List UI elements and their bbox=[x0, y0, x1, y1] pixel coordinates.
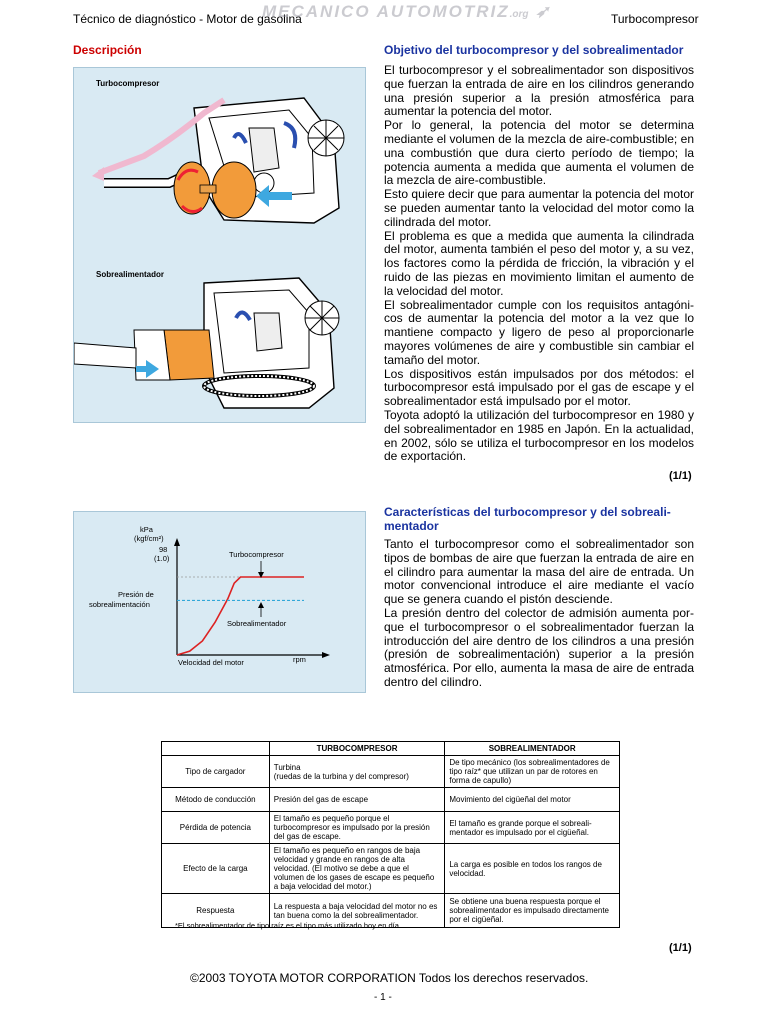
turbo-series-label: Turbocompresor bbox=[229, 550, 284, 559]
table-cell-turbo: Turbina (ruedas de la turbina y del compresor) bbox=[269, 756, 445, 788]
turbo-series-line bbox=[177, 577, 304, 655]
boost-pressure-chart bbox=[74, 512, 365, 692]
table-header-cell: SOBREALIMENTADOR bbox=[445, 742, 620, 756]
engine-figure-panel bbox=[73, 67, 366, 423]
section2-paragraph: Tanto el turbocompresor como el sobrealimentador son tipos de bombas de aire que fuerzan la entrada de aire en el cilindro para aumentar la masa del aire de entrada. Un motor convencional introduce el aire mediante el vacío que se genera cuando el pistón desciende. bbox=[384, 537, 694, 607]
y-tick-label: 98 bbox=[159, 545, 168, 554]
section1-paragraph: Esto quiere decir que para aumentar la potencia del motor se pueden aumentar tanto la velocidad del motor como la cilindrada del motor. bbox=[384, 187, 694, 229]
table-cell-super: Movimiento del cigüeñal del motor bbox=[445, 788, 620, 812]
section2-title-line1: Características del turbocompresor y del sobreali- bbox=[384, 505, 671, 519]
table-row bbox=[162, 812, 620, 844]
table-row-label: Efecto de la carga bbox=[162, 844, 270, 894]
section1-paragraph: Los dispositivos están impulsados por dos métodos: el turbocompresor está impulsado por el gas de escape y el sobrealimentador está impulsado por el motor. bbox=[384, 366, 694, 409]
table-row bbox=[162, 756, 620, 788]
section2-title bbox=[384, 505, 704, 533]
section1-paragraph: El turbocompresor y el sobrealimentador son dispositivos que fuerzan la entrada de aire en los cilindros generando una presión superior a la presión atmosférica para aumentar la potencia del motor. bbox=[384, 63, 694, 119]
cursor-icon: ➶ bbox=[535, 2, 552, 21]
comparison-table bbox=[161, 741, 620, 928]
section2-body bbox=[384, 538, 694, 690]
x-unit-label: rpm bbox=[293, 655, 306, 664]
section1-paragraph: Por lo general, la potencia del motor se determina mediante el volumen de la mezcla de aire-combustible; en una combustión que dura cierto período de tiempo; la potencia aumenta a medida que aumenta el volumen de la mezcla de aire-combustible. bbox=[384, 118, 694, 188]
y-axis-label-2: sobrealimentación bbox=[89, 600, 150, 609]
section1-page-ref: (1/1) bbox=[669, 470, 692, 482]
super-label-arrowhead bbox=[258, 602, 264, 608]
table-row-label: Tipo de cargador bbox=[162, 756, 270, 788]
y-axis-label-1: Presión de bbox=[118, 590, 154, 599]
x-axis-label: Velocidad del motor bbox=[178, 658, 244, 667]
table-cell-turbo: El tamaño es pequeño en rangos de baja velocidad y grande en rangos de alta velocidad. (El motivo se debe a que el volumen de los gases de escape es pequeño a baja velocidad del motor.) bbox=[269, 844, 445, 894]
y-unit-label: kPa bbox=[140, 525, 153, 534]
y-axis-arrow bbox=[174, 538, 180, 546]
section1-paragraph: Toyota adoptó la utilización del turbocompresor en 1980 y del sobrealimentador en 1985 en Japón. En la actualidad, en 2002, sólo se utiliza el turbocompresor en los modelos de exportación. bbox=[384, 407, 694, 464]
y-tick-label-2: (1.0) bbox=[154, 554, 170, 563]
table-cell-turbo: La respuesta a baja velocidad del motor no es tan buena como la del sobrealimentador. bbox=[269, 894, 445, 928]
table-header-row bbox=[162, 742, 620, 756]
turbocharger-engine-illustration bbox=[74, 68, 365, 422]
section1-title: Objetivo del turbocompresor y del sobrealimentador bbox=[384, 43, 684, 57]
table-footnote: *El sobrealimentador de tipo raíz es el tipo más utilizado hoy en día. bbox=[175, 921, 401, 930]
table-row bbox=[162, 844, 620, 894]
table-row-label: Método de conducción bbox=[162, 788, 270, 812]
table-cell-super: La carga es posible en todos los rangos de velocidad. bbox=[445, 844, 620, 894]
table-header-cell bbox=[162, 742, 270, 756]
supercharger-figure-label: Sobrealimentador bbox=[96, 270, 165, 279]
table-cell-turbo: El tamaño es pequeño porque el turbocompresor es impulsado por la presión del gas de escape. bbox=[269, 812, 445, 844]
turbo-figure-label: Turbocompresor bbox=[96, 79, 160, 88]
table-cell-turbo: Presión del gas de escape bbox=[269, 788, 445, 812]
page-number: - 1 - bbox=[374, 992, 392, 1003]
section1-body bbox=[384, 64, 694, 464]
section2-title-line2: mentador bbox=[384, 519, 439, 533]
watermark: MECANICO AUTOMOTRIZ.org ➶ bbox=[262, 2, 552, 21]
supercharger-series-label: Sobrealimentador bbox=[227, 619, 287, 628]
boost-chart-panel bbox=[73, 511, 366, 693]
table-row-label: Respuesta bbox=[162, 894, 270, 928]
table-page-ref: (1/1) bbox=[669, 942, 692, 954]
table-cell-super: De tipo mecánico (los sobrealimentadores de tipo raíz* que utilizan un par de rotores en forma de capullo) bbox=[445, 756, 620, 788]
section1-paragraph: El sobrealimentador cumple con los requisitos antagóni-cos de aumentar la potencia del motor a la vez que lo mantiene compacto y ligero de peso al proporcionarle mayores volúmenes de aire y combustible sin cambiar el tamaño del motor. bbox=[384, 297, 694, 367]
header-section: Turbocompresor bbox=[611, 12, 699, 26]
table-header-cell: TURBOCOMPRESOR bbox=[269, 742, 445, 756]
header-title: Técnico de diagnóstico - Motor de gasolina bbox=[73, 12, 302, 26]
section1-paragraph: El problema es que a medida que aumenta la cilindrada del motor, aumenta también el peso del motor y, a su vez, los factores como la pérdida de fricción, la vibración y el ruido de las piezas en movimiento limitan el aumento de la velocidad del motor. bbox=[384, 228, 694, 298]
x-axis-arrow bbox=[322, 652, 330, 658]
y-unit-label-2: (kgf/cm²) bbox=[134, 534, 164, 543]
section2-paragraph: La presión dentro del colector de admisión aumenta por-que el turbocompresor o el sobrealimentador fuerzan la introducción del aire dentro de los cilindros a una presión (presión de sobrealimentación) superior a la presión atmosférica. Por ello, aumenta la masa de aire de entrada dentro del cilindro. bbox=[384, 605, 694, 689]
table-row-label: Pérdida de potencia bbox=[162, 812, 270, 844]
table-row bbox=[162, 788, 620, 812]
description-title: Descripción bbox=[73, 43, 142, 57]
table-cell-super: El tamaño es grande porque el sobreali-mentador es impulsado por el cigüeñal. bbox=[445, 812, 620, 844]
copyright: ©2003 TOYOTA MOTOR CORPORATION Todos los derechos reservados. bbox=[190, 971, 589, 985]
table-cell-super: Se obtiene una buena respuesta porque el sobrealimentador es impulsado directamente por el cigüeñal. bbox=[445, 894, 620, 928]
